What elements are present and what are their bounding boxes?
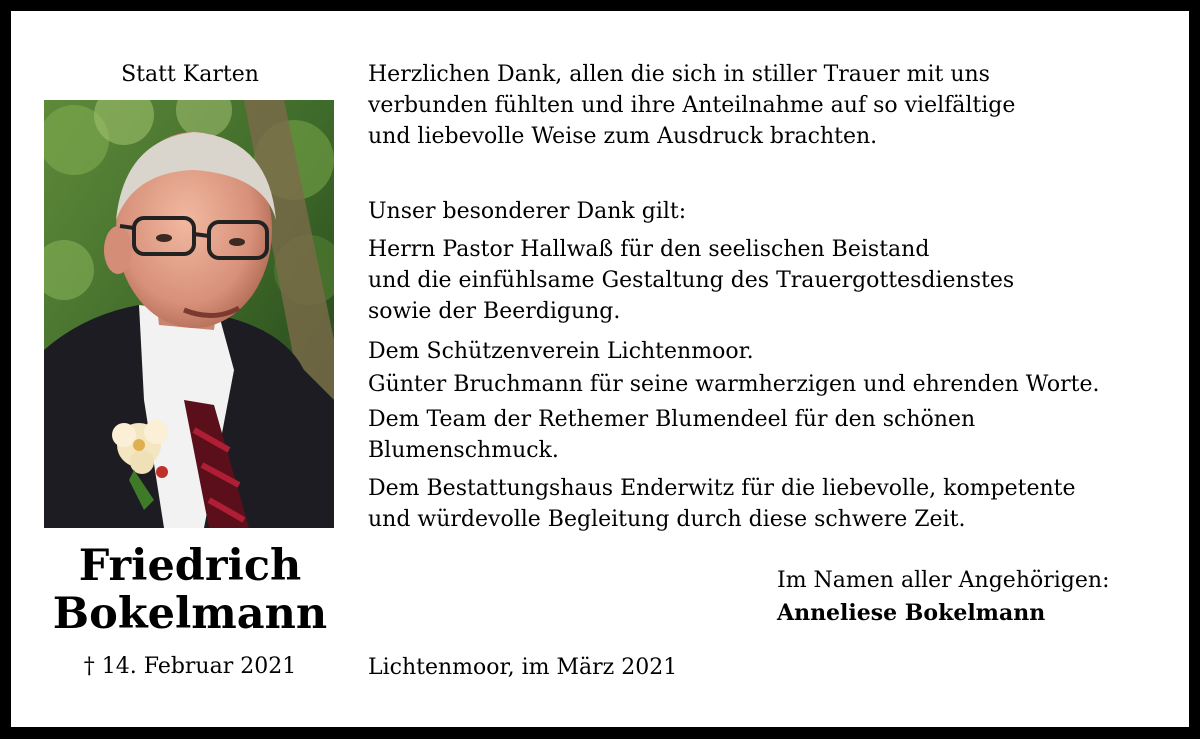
item-line: Günter Bruchmann für seine warmherzigen und ehrenden Worte. bbox=[368, 372, 1100, 397]
thanks-line: und liebevolle Weise zum Ausdruck brachten. bbox=[368, 124, 878, 149]
place-date: Lichtenmoor, im März 2021 bbox=[368, 655, 678, 680]
item-line: Herrn Pastor Hallwaß für den seelischen Beistand bbox=[368, 237, 930, 262]
on-behalf-text: Im Namen aller Angehörigen: bbox=[777, 568, 1110, 593]
signer-name: Anneliese Bokelmann bbox=[777, 600, 1046, 626]
first-name: Friedrich bbox=[78, 541, 302, 591]
signature-block bbox=[777, 565, 1109, 629]
portrait-photo bbox=[44, 100, 334, 528]
intro-text: Statt Karten bbox=[121, 62, 259, 87]
item-line: und die einfühlsame Gestaltung des Trauergottesdienstes bbox=[368, 268, 1015, 293]
last-name: Bokelmann bbox=[52, 589, 328, 639]
thanks-line: verbunden fühlten und ihre Anteilnahme auf so vielfältige bbox=[368, 93, 1016, 118]
thanks-line: Herzlichen Dank, allen die sich in stiller Trauer mit uns bbox=[368, 62, 990, 87]
item-line: Dem Team der Rethemer Blumendeel für den schönen bbox=[368, 407, 976, 432]
item-line: Dem Schützenverein Lichtenmoor. bbox=[368, 339, 754, 364]
special-thanks-item-1 bbox=[368, 234, 1014, 327]
special-thanks-item-4 bbox=[368, 404, 975, 466]
item-line: und würdevolle Begleitung durch diese schwere Zeit. bbox=[368, 507, 966, 532]
thanks-paragraph bbox=[368, 59, 1015, 152]
item-line: sowie der Beerdigung. bbox=[368, 299, 621, 324]
special-thanks-item-3 bbox=[368, 369, 1100, 400]
special-thanks-heading: Unser besonderer Dank gilt: bbox=[368, 199, 687, 224]
deceased-name bbox=[40, 542, 340, 638]
item-line: Blumenschmuck. bbox=[368, 438, 559, 463]
death-date: † 14. Februar 2021 bbox=[83, 654, 297, 679]
special-thanks-item-2 bbox=[368, 336, 754, 367]
item-line: Dem Bestattungshaus Enderwitz für die liebevolle, kompetente bbox=[368, 476, 1076, 501]
special-thanks-item-5 bbox=[368, 473, 1076, 535]
